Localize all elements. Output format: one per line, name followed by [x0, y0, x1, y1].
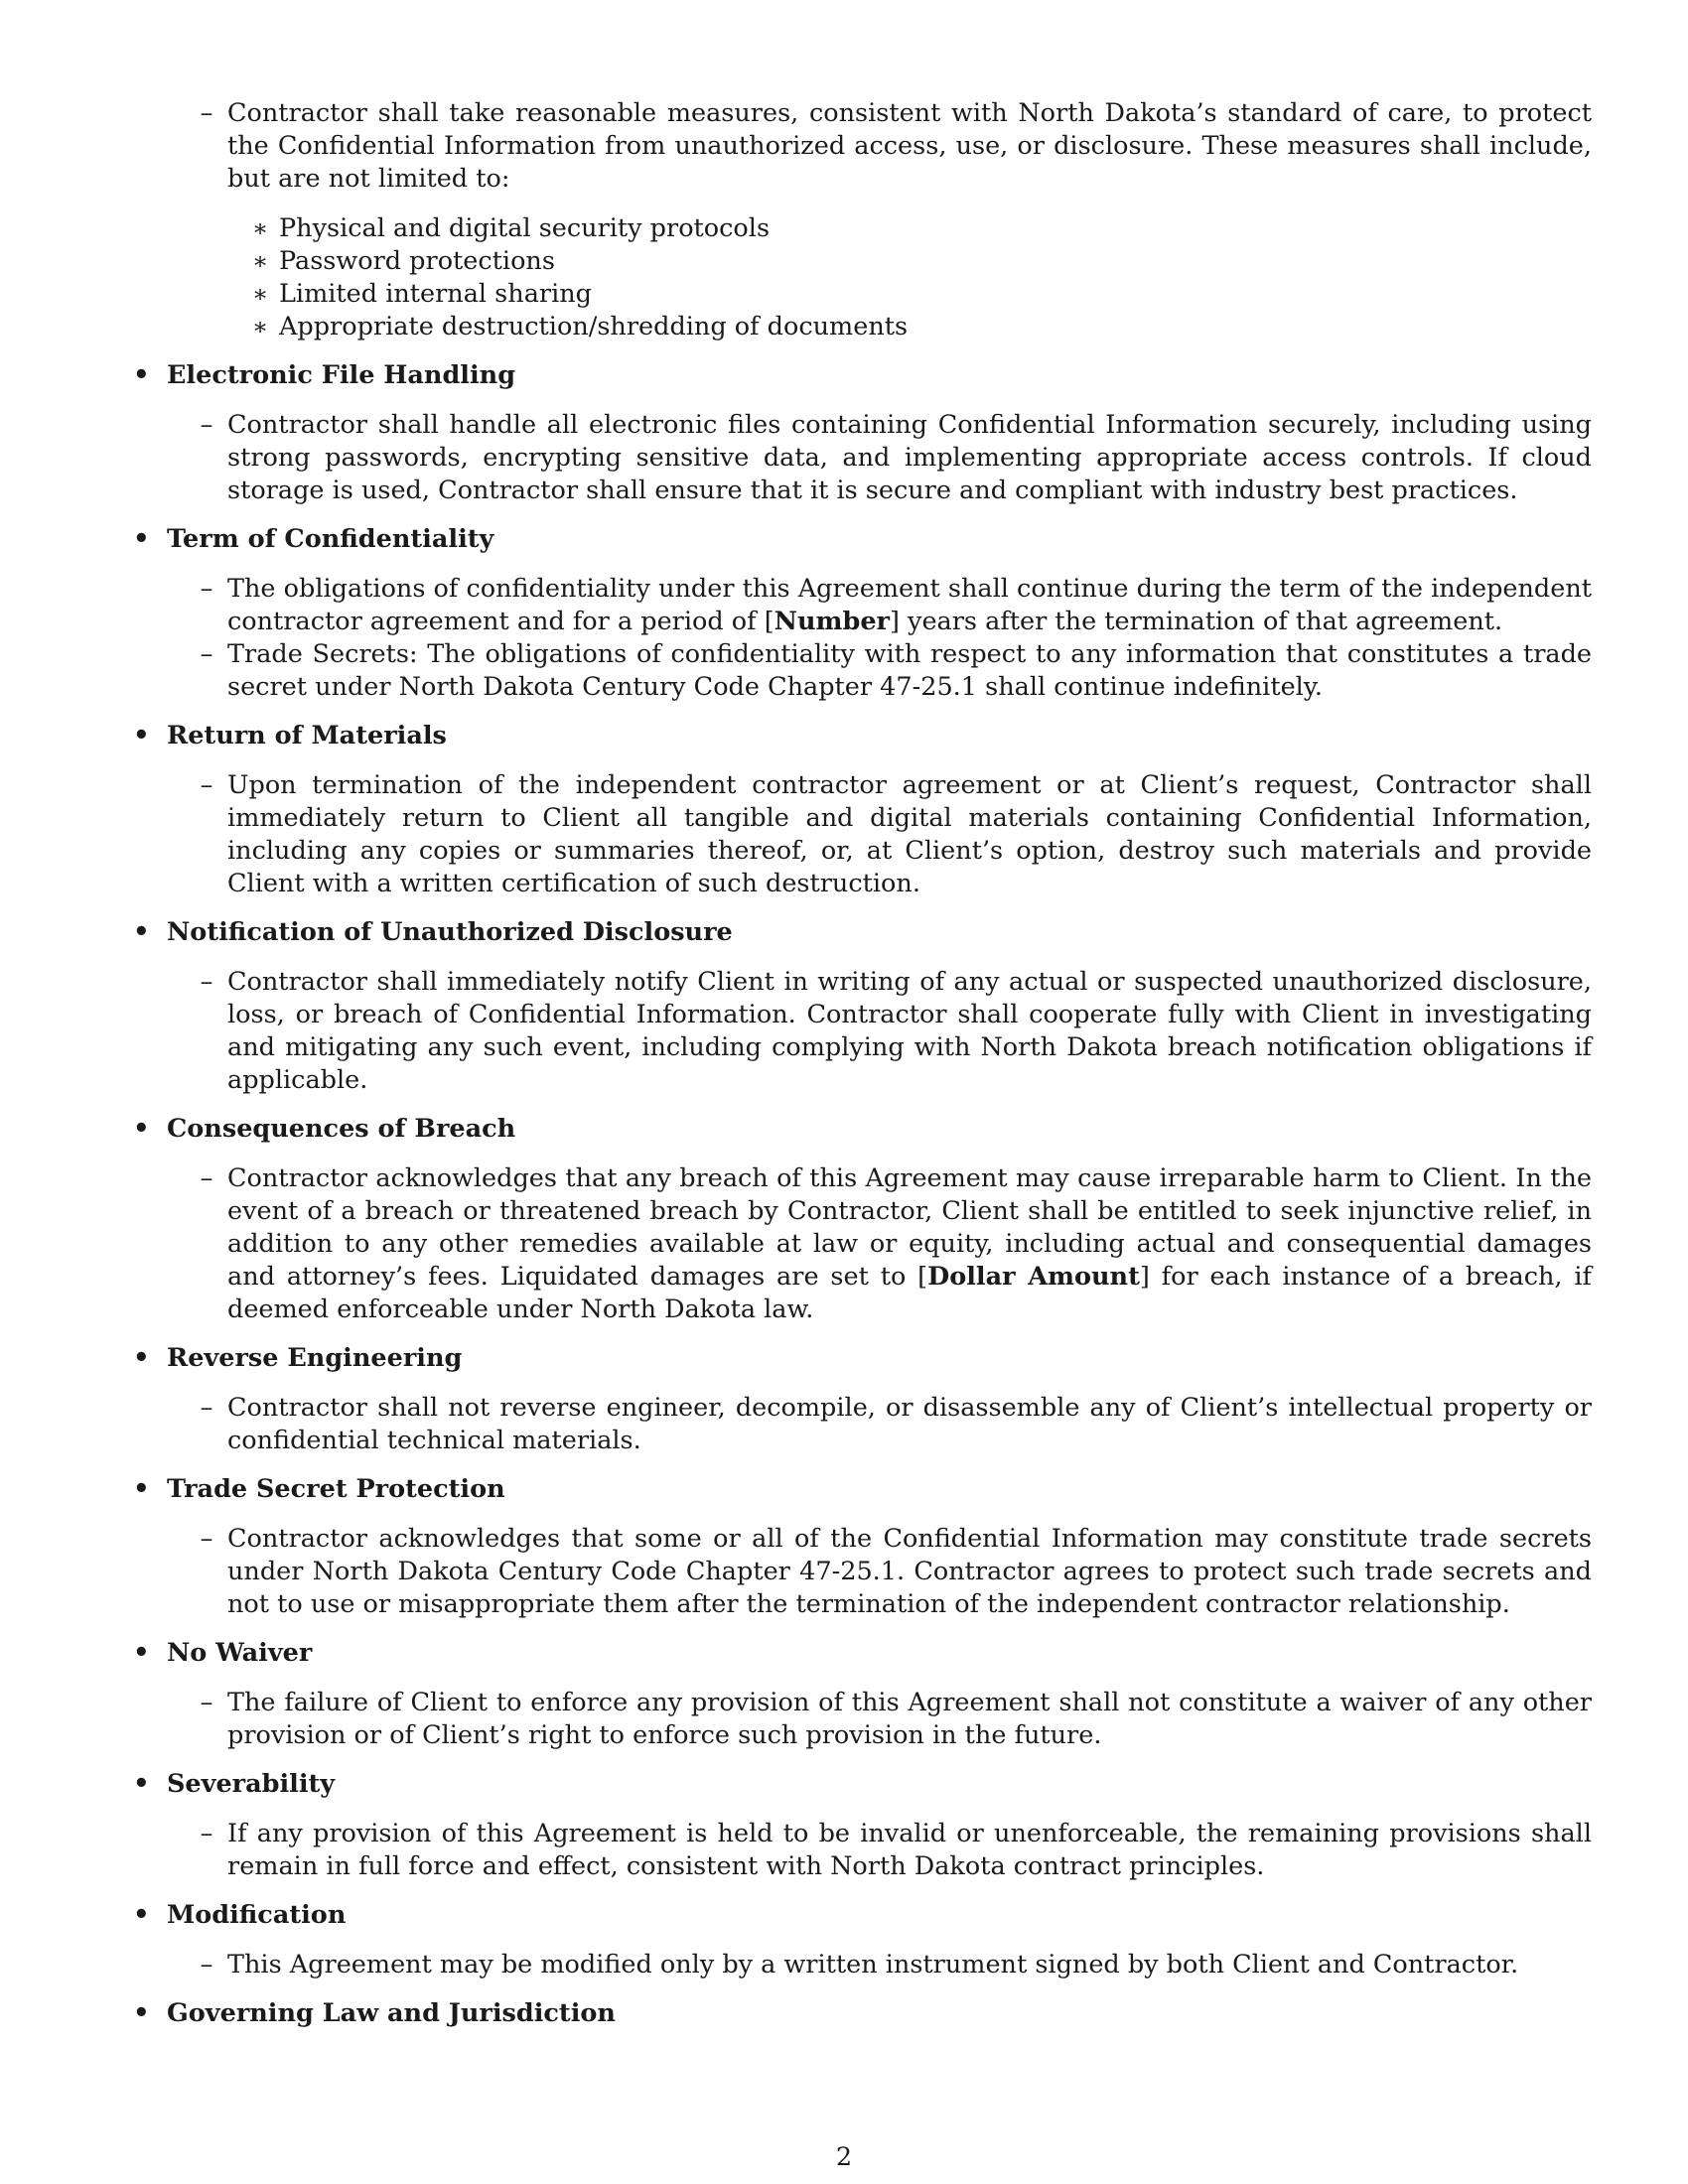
section-heading: Reverse Engineering	[167, 1343, 463, 1373]
security-measures-text: Contractor shall take reasonable measures, consistent with North Dakota’s standard of care, to protect the Confidential Information from unauthorized access, use, or disclosure. These measures shall include, but are not limited to:	[227, 98, 1592, 194]
bullet-marker: •	[133, 1343, 150, 1373]
bullet-marker: •	[133, 1900, 150, 1930]
section-items	[0, 1523, 1688, 1621]
dash-marker: –	[200, 1524, 213, 1554]
item-text: The failure of Client to enforce any provision of this Agreement shall not constitute a waiver of any other provision or of Client’s right to enforce such provision in the future.	[227, 1688, 1592, 1750]
list-item	[0, 1818, 1688, 1883]
list-item	[0, 1523, 1688, 1621]
section-heading-row	[0, 916, 1688, 949]
list-item	[0, 1687, 1688, 1752]
section-heading: Electronic File Handling	[167, 360, 516, 390]
section-heading-row	[0, 1342, 1688, 1375]
dash-marker: –	[200, 1950, 213, 1979]
item-text: If any provision of this Agreement is held to be invalid or unenforceable, the remaining provisions shall remain in full force and effect, consistent with North Dakota contract principles.	[227, 1819, 1592, 1881]
section-modification	[0, 1899, 1688, 1981]
section-items	[0, 1818, 1688, 1883]
dash-marker: –	[200, 639, 213, 669]
asterisk-marker: ∗	[251, 280, 269, 308]
list-item	[0, 769, 1688, 900]
list-item	[0, 245, 1688, 278]
section-return-of-materials	[0, 720, 1688, 900]
section-items	[0, 1162, 1688, 1326]
list-item	[0, 638, 1688, 704]
section-trade-secret-protection	[0, 1473, 1688, 1621]
section-heading: Governing Law and Jurisdiction	[167, 1998, 616, 2028]
measure-text: Password protections	[279, 246, 555, 276]
section-heading-row	[0, 523, 1688, 556]
item-text: Contractor acknowledges that some or all of the Confidential Information may constitute trade secrets under North Dakota Century Code Chapter 47-25.1. Contractor agrees to protect such trade secrets and not to use or misappropriate them after the termination of the independent contractor relationship.	[227, 1524, 1592, 1619]
section-heading: No Waiver	[167, 1638, 313, 1668]
item-text: Upon termination of the independent contractor agreement or at Client’s request, Contractor shall immediately return to Client all tangible and digital materials containing Confidential Information, including any copies or summaries thereof, or, at Client’s option, destroy such materials and provide Client with a written certification of such destruction.	[227, 770, 1592, 898]
item-text-end: ] for each instance of a breach, if deemed enforceable under North Dakota law.	[227, 1262, 1592, 1324]
bullet-marker: •	[133, 1638, 150, 1668]
bullet-marker: •	[133, 721, 150, 751]
section-heading-row	[0, 1899, 1688, 1932]
section-heading-row	[0, 1473, 1688, 1506]
dash-marker: –	[200, 967, 213, 997]
dash-marker: –	[200, 1163, 213, 1193]
section-heading-row	[0, 1997, 1688, 2030]
list-item	[0, 409, 1688, 507]
item-text: Trade Secrets: The obligations of confidentiality with respect to any information that constitutes a trade secret under North Dakota Century Code Chapter 47-25.1 shall continue indefinitely.	[227, 639, 1592, 702]
item-text-end: ] years after the termination of that agreement.	[889, 607, 1503, 636]
dash-marker: –	[200, 410, 213, 440]
section-heading: Severability	[167, 1769, 336, 1799]
section-no-waiver	[0, 1637, 1688, 1752]
section-heading: Consequences of Breach	[167, 1114, 516, 1144]
list-item	[0, 1162, 1688, 1326]
section-items	[0, 966, 1688, 1097]
list-item	[0, 573, 1688, 638]
dash-marker: –	[200, 98, 213, 128]
dash-marker: –	[200, 1819, 213, 1848]
section-heading-row	[0, 1637, 1688, 1670]
bullet-marker: •	[133, 1769, 150, 1799]
list-item	[0, 1949, 1688, 1981]
section-heading: Term of Confidentiality	[167, 524, 494, 554]
measure-text: Limited internal sharing	[279, 279, 592, 309]
bullet-marker: •	[133, 1114, 150, 1144]
dash-marker: –	[200, 1393, 213, 1423]
section-severability	[0, 1768, 1688, 1883]
asterisk-marker: ∗	[251, 247, 269, 275]
list-item	[0, 311, 1688, 343]
item-text: Contractor shall immediately notify Client in writing of any actual or suspected unauthorized disclosure, loss, or breach of Confidential Information. Contractor shall cooperate fully with Client in investigating and mitigating any such event, including complying with North Dakota breach notification obligations if applicable.	[227, 967, 1592, 1095]
list-item	[0, 278, 1688, 311]
section-heading-row	[0, 1113, 1688, 1146]
list-item	[0, 212, 1688, 245]
section-notification	[0, 916, 1688, 1097]
section-items	[0, 1392, 1688, 1457]
section-term-of-confidentiality	[0, 523, 1688, 704]
dash-marker: –	[200, 574, 213, 604]
section-items	[0, 1687, 1688, 1752]
section-heading: Trade Secret Protection	[167, 1474, 505, 1504]
measure-text: Appropriate destruction/shredding of documents	[279, 312, 909, 341]
list-item	[0, 1392, 1688, 1457]
section-heading: Return of Materials	[167, 721, 447, 751]
bullet-marker: •	[133, 1474, 150, 1504]
section-items	[0, 573, 1688, 704]
list-item	[0, 966, 1688, 1097]
number-placeholder: Number	[774, 607, 890, 636]
section-heading-row	[0, 720, 1688, 752]
section-heading-row	[0, 1768, 1688, 1801]
dash-marker: –	[200, 770, 213, 800]
document-body	[0, 97, 1688, 2030]
asterisk-marker: ∗	[251, 313, 269, 341]
section-items	[0, 409, 1688, 507]
section-heading: Notification of Unauthorized Disclosure	[167, 917, 733, 947]
bullet-marker: •	[133, 917, 150, 947]
section-items	[0, 1949, 1688, 1981]
item-text: Contractor shall handle all electronic files containing Confidential Information securely, including using strong passwords, encrypting sensitive data, and implementing appropriate access controls. If cloud storage is used, Contractor shall ensure that it is secure and compliant with industry best practices.	[227, 410, 1592, 505]
security-measures-list	[0, 212, 1688, 343]
section-heading: Modification	[167, 1900, 347, 1930]
section-items	[0, 769, 1688, 900]
item-text-start: The obligations of confidentiality under this Agreement shall continue during the term of the independent contractor agreement and for a period of [	[227, 574, 1592, 636]
section-security-measures	[0, 97, 1688, 343]
dollar-amount-placeholder: Dollar Amount	[927, 1262, 1140, 1292]
item-text: Contractor shall not reverse engineer, decompile, or disassemble any of Client’s intellectual property or confidential technical materials.	[227, 1393, 1592, 1455]
dash-marker: –	[200, 1688, 213, 1717]
item-text: This Agreement may be modified only by a written instrument signed by both Client and Contractor.	[227, 1950, 1519, 1979]
section-reverse-engineering	[0, 1342, 1688, 1457]
bullet-marker: •	[133, 360, 150, 390]
asterisk-marker: ∗	[251, 214, 269, 242]
list-item	[0, 97, 1688, 196]
section-governing-law	[0, 1997, 1688, 2030]
item-text-start: Contractor acknowledges that any breach of this Agreement may cause irreparable harm to Client. In the event of a breach or threatened breach by Contractor, Client shall be entitled to seek injunctive relief, in addition to any other remedies available at law or equity, including actual and consequential damages and attorney’s fees. Liquidated damages are set to [	[227, 1163, 1592, 1292]
bullet-marker: •	[133, 1998, 150, 2028]
page-number: 2	[835, 2142, 853, 2172]
bullet-marker: •	[133, 524, 150, 554]
section-heading-row	[0, 359, 1688, 392]
section-electronic-file-handling	[0, 359, 1688, 507]
measure-text: Physical and digital security protocols	[279, 213, 771, 243]
section-consequences-of-breach	[0, 1113, 1688, 1326]
